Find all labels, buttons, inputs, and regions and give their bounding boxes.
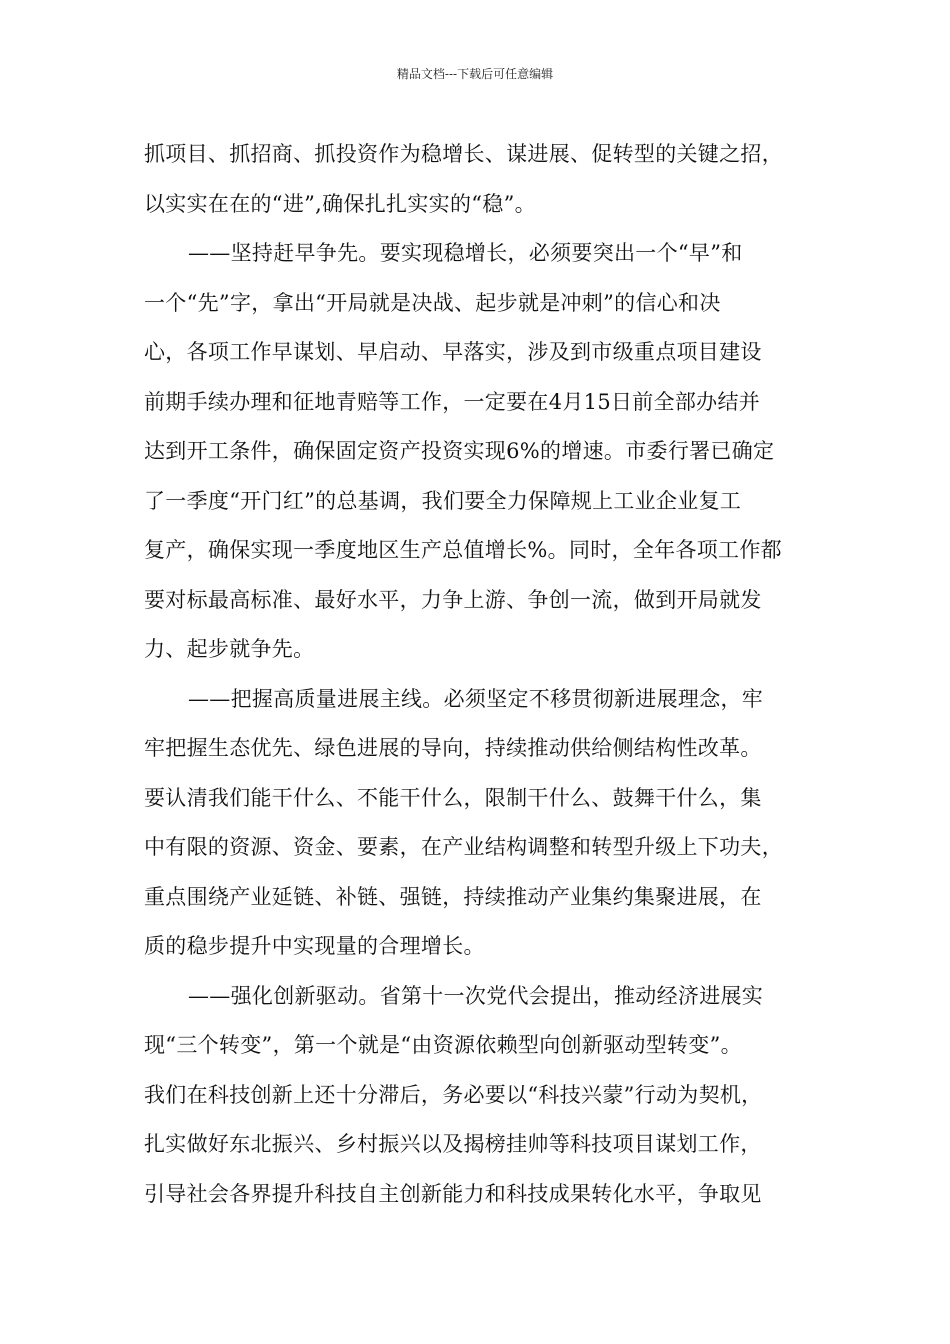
text-line: 抓项目、抓招商、抓投资作为稳增长、谋进展、促转型的关键之招， [144, 142, 783, 166]
text-line: 一个“先”字，拿出“开局就是决战、起步就是冲刺”的信心和决 [144, 290, 721, 315]
document-body [144, 130, 824, 1219]
text-line: 要对标最高标准、最好水平，力争上游、争创一流，做到开局就发 [144, 587, 762, 612]
text-line: 复产，确保实现一季度地区生产总值增长%。同时，全年各项工作都 [144, 538, 782, 562]
text-line: 达到开工条件，确保固定资产投资实现6%的增速。市委行署已确定 [144, 439, 775, 463]
text-line: 以实实在在的“进”,确保扎扎实实的“稳”。 [144, 191, 536, 216]
text-line: 重点围绕产业延链、补链、强链，持续推动产业集约集聚进展，在 [144, 884, 762, 909]
text-line: 心，各项工作早谋划、早启动、早落实，涉及到市级重点项目建设 [144, 340, 762, 364]
page-header: 精品文档---下载后可任意编辑 [396, 67, 554, 81]
paragraph-start-line: ——把握高质量进展主线。必须坚定不移贯彻新进展理念，牢 [188, 686, 764, 711]
text-line: 引导社会各界提升科技自主创新能力和科技成果转化水平，争取见 [144, 1181, 762, 1206]
text-line: 力、起步就争先。 [144, 637, 315, 661]
text-line: 我们在科技创新上还十分滞后，务必要以“科技兴蒙”行动为契机， [144, 1082, 763, 1107]
text-line: 中有限的资源、资金、要素，在产业结构调整和转型升级上下功夫， [144, 835, 783, 859]
text-line: 了一季度“开门红”的总基调，我们要全力保障规上工业企业复工 [144, 488, 742, 513]
text-line: 现“三个转变”，第一个就是“由资源依赖型向创新驱动型转变”。 [144, 1033, 742, 1057]
text-line: 扎实做好东北振兴、乡村振兴以及揭榜挂帅等科技项目谋划工作， [144, 1132, 762, 1156]
text-line: 前期手续办理和征地青赔等工作，一定要在4月15日前全部办结并 [144, 389, 761, 414]
text-line: 质的稳步提升中实现量的合理增长。 [144, 934, 485, 958]
paragraph-start-line: ——坚持赶早争先。要实现稳增长，必须要突出一个“早”和 [188, 241, 743, 265]
paragraph-start-line: ——强化创新驱动。省第十一次党代会提出，推动经济进展实 [188, 983, 764, 1008]
text-line: 要认清我们能干什么、不能干什么，限制干什么、鼓舞干什么，集 [144, 785, 762, 810]
text-line: 牢把握生态优先、绿色进展的导向，持续推动供给侧结构性改革。 [144, 736, 762, 760]
